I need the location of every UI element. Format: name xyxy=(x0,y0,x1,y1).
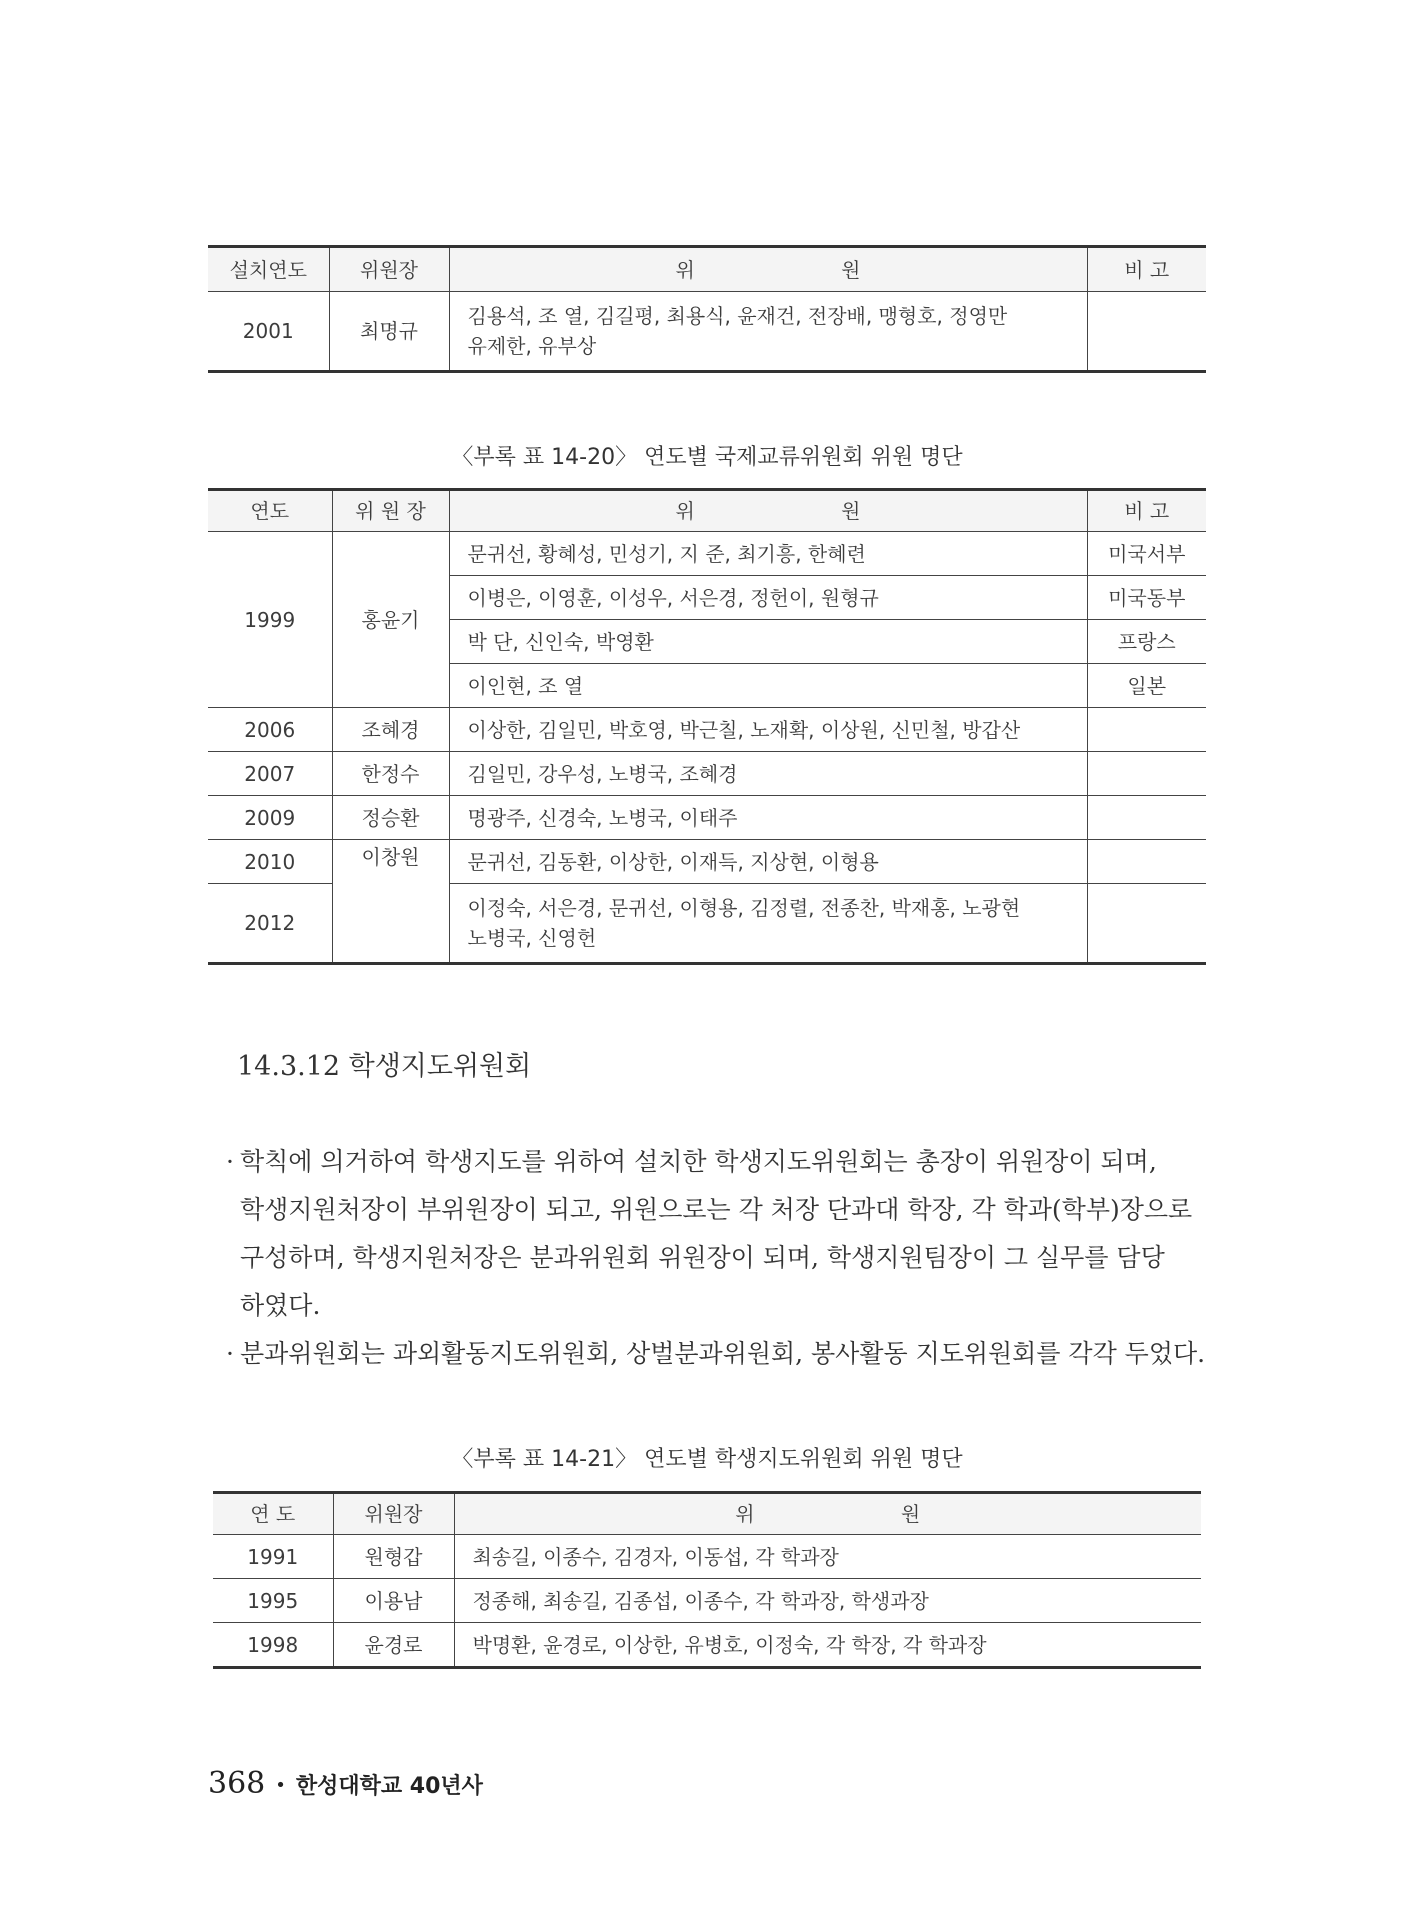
table-header-row xyxy=(208,490,1206,532)
table-header-row xyxy=(213,1493,1201,1535)
cell-note: 미국서부 xyxy=(1087,532,1206,576)
cell-year: 1998 xyxy=(213,1623,333,1668)
header-year: 연도 xyxy=(208,490,332,532)
header-chair: 위원장 xyxy=(333,1493,454,1535)
header-members: 위 원 xyxy=(449,490,1087,532)
section-heading: 14.3.12 학생지도위원회 xyxy=(237,1051,532,1082)
bullet: · xyxy=(226,1339,234,1368)
cell-members: 이병은, 이영훈, 이성우, 서은경, 정헌이, 원형규 xyxy=(449,576,1087,620)
paragraph-line: 하였다. xyxy=(240,1291,321,1320)
table-row xyxy=(208,796,1206,840)
cell-year: 2009 xyxy=(208,796,332,840)
paragraph-line: 분과위원회는 과외활동지도위원회, 상벌분과위원회, 봉사활동 지도위원회를 각각 두었다. xyxy=(240,1339,1206,1368)
header-year: 설치연도 xyxy=(208,247,329,292)
cell-chair: 최명규 xyxy=(329,292,449,372)
table-caption: 〈부록 표 14-20〉 연도별 국제교류위원회 위원 명단 xyxy=(451,445,963,470)
cell-note xyxy=(1087,796,1206,840)
table-continuation xyxy=(208,245,1206,373)
cell-chair: 원형갑 xyxy=(333,1535,454,1579)
header-members: 위 원 xyxy=(449,247,1087,292)
cell-year: 1991 xyxy=(213,1535,333,1579)
header-chair: 위 원 장 xyxy=(332,490,449,532)
footer-separator: • xyxy=(275,1774,286,1796)
paragraph-line: 구성하며, 학생지원처장은 분과위원회 위원장이 되며, 학생지원팀장이 그 실무를 담당 xyxy=(240,1243,1165,1272)
header-note: 비 고 xyxy=(1087,490,1206,532)
cell-chair: 윤경로 xyxy=(333,1623,454,1668)
cell-chair: 정승환 xyxy=(332,796,449,840)
cell-note xyxy=(1087,752,1206,796)
table-row xyxy=(208,532,1206,576)
cell-members: 문귀선, 황혜성, 민성기, 지 준, 최기흥, 한혜련 xyxy=(449,532,1087,576)
cell-members: 문귀선, 김동환, 이상한, 이재득, 지상현, 이형용 xyxy=(449,840,1087,884)
table-row xyxy=(208,840,1206,884)
cell-members xyxy=(449,292,1087,372)
cell-note: 일본 xyxy=(1087,664,1206,708)
cell-year: 2001 xyxy=(208,292,329,372)
book-title: 한성대학교 40년사 xyxy=(295,1774,483,1799)
cell-members: 박명환, 윤경로, 이상한, 유병호, 이정숙, 각 학장, 각 학과장 xyxy=(454,1623,1201,1668)
table-row xyxy=(208,292,1206,372)
cell-chair: 이창원 xyxy=(332,840,449,964)
paragraph xyxy=(226,1138,1193,1330)
cell-note xyxy=(1087,708,1206,752)
paragraph xyxy=(226,1330,1206,1378)
paragraph-line: 학칙에 의거하여 학생지도를 위하여 설치한 학생지도위원회는 총장이 위원장이 되며, xyxy=(240,1147,1157,1176)
cell-members xyxy=(449,884,1087,964)
table-row xyxy=(213,1579,1201,1623)
cell-members: 이상한, 김일민, 박호영, 박근칠, 노재확, 이상원, 신민철, 방갑산 xyxy=(449,708,1087,752)
cell-members: 명광주, 신경숙, 노병국, 이태주 xyxy=(449,796,1087,840)
cell-year: 1995 xyxy=(213,1579,333,1623)
cell-members: 최송길, 이종수, 김경자, 이동섭, 각 학과장 xyxy=(454,1535,1201,1579)
cell-note xyxy=(1087,292,1206,372)
cell-members: 이인현, 조 열 xyxy=(449,664,1087,708)
table-row xyxy=(208,708,1206,752)
cell-note xyxy=(1087,840,1206,884)
members-line: 이정숙, 서은경, 문귀선, 이형용, 김정렬, 전종찬, 박재홍, 노광현 xyxy=(467,896,1021,920)
table-row xyxy=(208,752,1206,796)
members-line: 노병국, 신영헌 xyxy=(467,926,597,950)
members-line: 김용석, 조 열, 김길평, 최용식, 윤재건, 전장배, 맹형호, 정영만 xyxy=(467,304,1008,328)
table-student-guidance-committee xyxy=(213,1491,1201,1669)
members-line: 유제한, 유부상 xyxy=(467,334,597,358)
cell-members: 김일민, 강우성, 노병국, 조혜경 xyxy=(449,752,1087,796)
bullet: · xyxy=(226,1147,234,1176)
header-note: 비 고 xyxy=(1087,247,1206,292)
cell-chair: 한정수 xyxy=(332,752,449,796)
cell-year: 2010 xyxy=(208,840,332,884)
cell-chair: 홍윤기 xyxy=(332,532,449,708)
cell-members: 정종해, 최송길, 김종섭, 이종수, 각 학과장, 학생과장 xyxy=(454,1579,1201,1623)
page-footer xyxy=(208,1766,483,1801)
cell-chair: 이용남 xyxy=(333,1579,454,1623)
header-members: 위 원 xyxy=(454,1493,1201,1535)
cell-year: 2007 xyxy=(208,752,332,796)
page-number: 368 xyxy=(208,1766,266,1801)
cell-note: 프랑스 xyxy=(1087,620,1206,664)
cell-note: 미국동부 xyxy=(1087,576,1206,620)
table-row xyxy=(213,1535,1201,1579)
table-header-row xyxy=(208,247,1206,292)
cell-year: 1999 xyxy=(208,532,332,708)
header-year: 연 도 xyxy=(213,1493,333,1535)
cell-year: 2012 xyxy=(208,884,332,964)
table-international-committee xyxy=(208,488,1206,965)
table-row xyxy=(213,1623,1201,1668)
cell-chair: 조혜경 xyxy=(332,708,449,752)
cell-note xyxy=(1087,884,1206,964)
paragraph-line: 학생지원처장이 부위원장이 되고, 위원으로는 각 처장 단과대 학장, 각 학과(학부)장으로 xyxy=(240,1195,1193,1224)
cell-members: 박 단, 신인숙, 박영환 xyxy=(449,620,1087,664)
table-caption: 〈부록 표 14-21〉 연도별 학생지도위원회 위원 명단 xyxy=(451,1447,963,1472)
cell-year: 2006 xyxy=(208,708,332,752)
header-chair: 위원장 xyxy=(329,247,449,292)
